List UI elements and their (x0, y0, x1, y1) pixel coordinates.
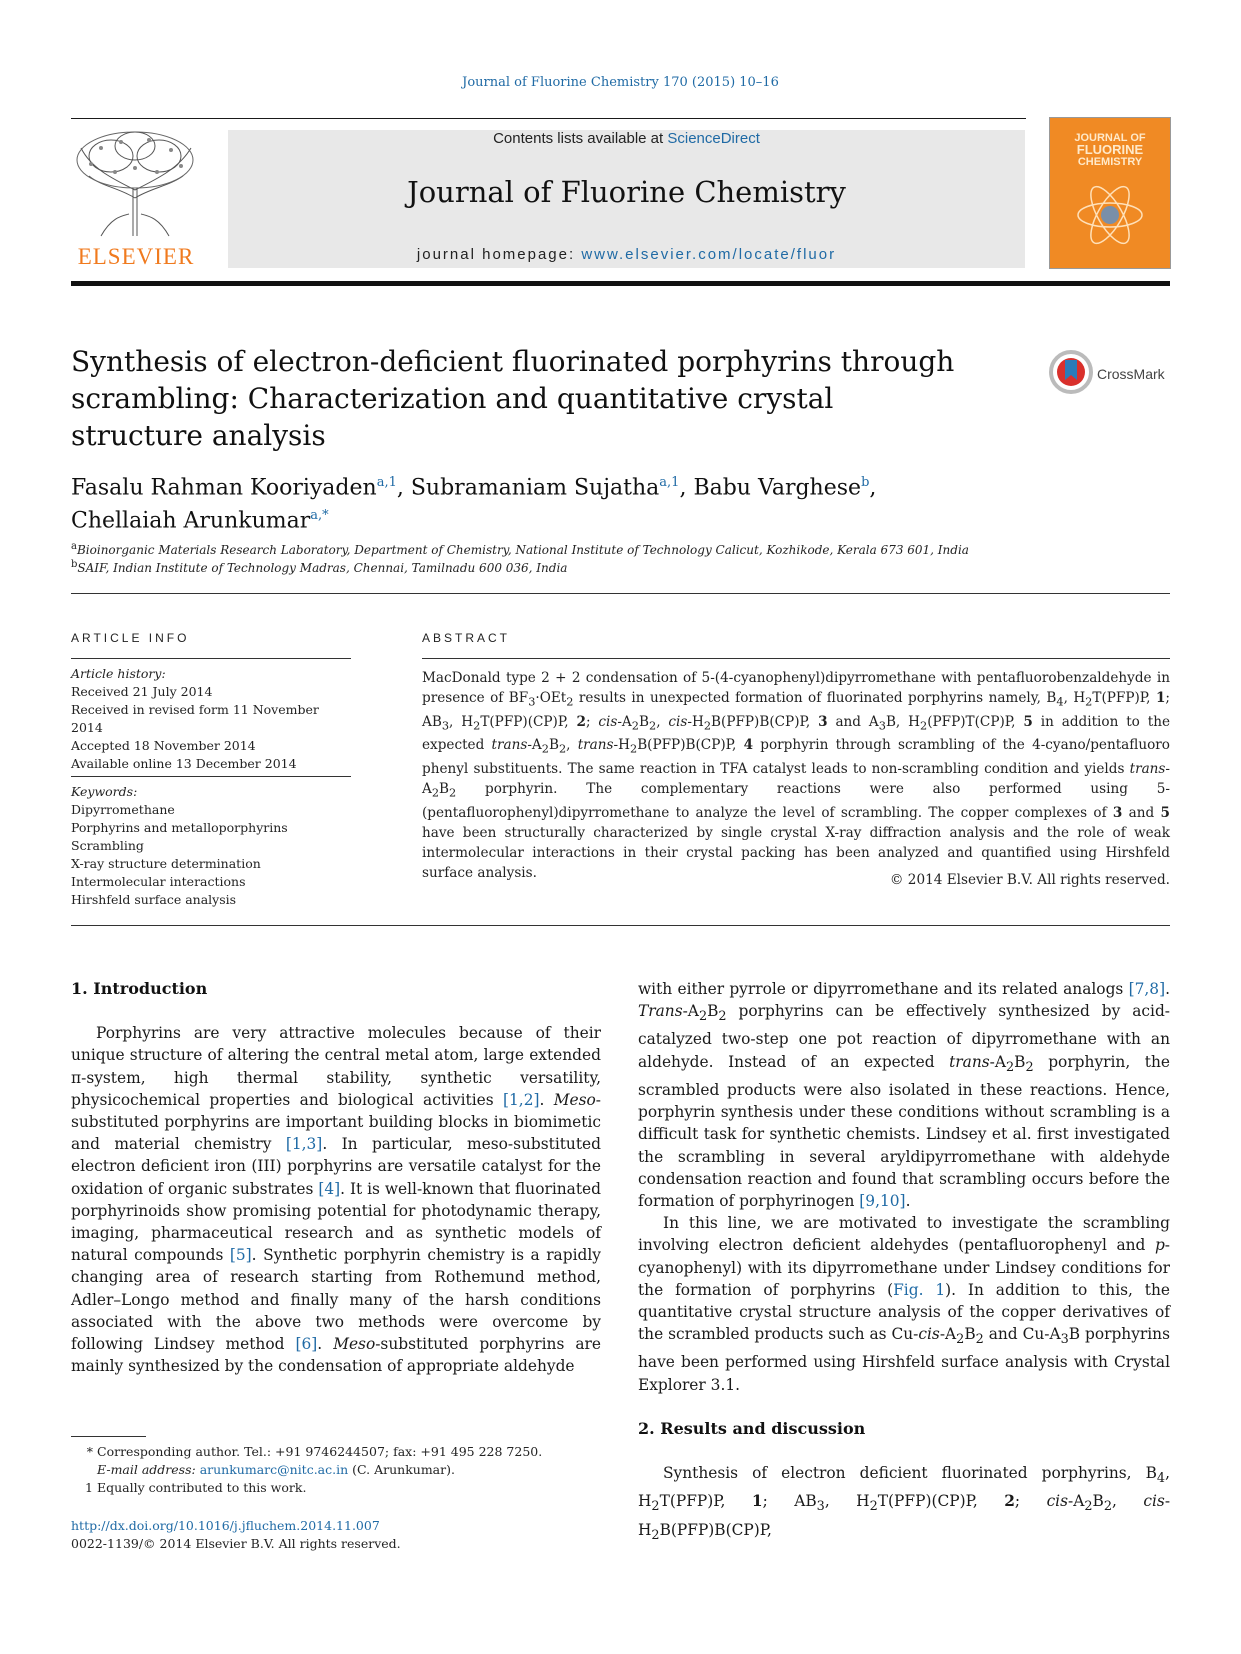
atom-icon (1070, 180, 1150, 250)
right-column (638, 978, 1170, 1547)
history-item: Received in revised form 11 November 2014 (71, 702, 319, 735)
author-affiliation-mark[interactable]: a,1 (659, 475, 680, 490)
figure-link[interactable]: Fig. 1 (893, 1280, 946, 1299)
author-name: Subramaniam Sujatha (410, 475, 660, 501)
journal-title: Journal of Fluorine Chemistry (407, 175, 846, 209)
section-heading-results: 2. Results and discussion (638, 1418, 866, 1438)
author-name: Fasalu Rahman Kooriyaden (71, 475, 377, 501)
citation-link[interactable]: [1,3] (285, 1135, 323, 1154)
left-column (71, 978, 601, 1377)
article-title: Synthesis of electron-deficient fluorinated porphyrins through scrambling: Characterization and quantitative crystal structure analysis (71, 345, 955, 452)
contents-prefix: Contents lists available at (493, 130, 668, 147)
divider (422, 658, 1170, 659)
cover-title-line-2: FLUORINE (1076, 142, 1144, 157)
abstract-text: MacDonald type 2 + 2 condensation of 5-(4-cyanophenyl)dipyrromethane with pentafluorobenzaldehyde in presence of $BF_3\cdot OEt_2$ results in unexpected formation of fluorinated porphyrins namely, $B_4$, $H_2T(PFP)P$, 1; $AB_3$, $H_2T(PFP)(CP)P$, 2; cis-$A_2B_2$, cis-$H_2B(PFP)B(CP)P$, 3 and $A_3B$, $H_2(PFP)T(CP)P$, 5 in addition to the expected trans-$A_2B_2$, trans-$H_2B(PFP)B(CP)P$, 4 porphyrin through scrambling of the 4-cyano/pentafluoro phenyl substituents. The same reaction in TFA catalyst leads to non-scrambling condition and yields trans-$A_2B_2$ porphyrin. The complementary reactions were also performed using 5-(pentafluorophenyl)dipyrromethane to analyze the level of scrambling. The copper complexes of 3 and 5 have been structurally characterized by single crystal X-ray diffraction analysis and the role of weak intermolecular interactions in their crystal packing has been analyzed and quantified using Hirshfeld surface analysis. (422, 670, 1170, 881)
citation-link[interactable]: [9,10] (859, 1191, 906, 1210)
cover-title-line-3: CHEMISTRY (1077, 156, 1143, 168)
header-thick-rule (71, 281, 1170, 286)
crossmark-label: CrossMark (1097, 366, 1165, 382)
footnote-text: Equally contributed to this work. (97, 1480, 307, 1495)
journal-reference[interactable]: Journal of Fluorine Chemistry 170 (2015) 10–16 (462, 75, 779, 90)
author-affiliation-mark[interactable]: a,1 (376, 475, 397, 490)
homepage-link[interactable]: www.elsevier.com/locate/fluor (581, 246, 837, 263)
publisher-name: ELSEVIER (77, 244, 195, 269)
footnote-email (71, 1461, 611, 1479)
affiliation-mark: a (71, 541, 77, 552)
footnotes (71, 1443, 611, 1497)
keyword: X-ray structure determination (71, 856, 261, 871)
keywords-heading: Keywords: (71, 784, 138, 799)
article-info-heading: ARTICLE INFO (71, 631, 190, 645)
email-suffix: (C. Arunkumar). (348, 1462, 455, 1477)
footnote-equal: 1 Equally contributed to this work. (85, 1480, 307, 1495)
cover-title-line-1: JOURNAL OF (1074, 132, 1146, 144)
elsevier-logo (71, 128, 201, 270)
footnote-text: Corresponding author. Tel.: +91 9746244507; fax: +91 495 228 7250. (97, 1444, 543, 1459)
divider (71, 593, 1170, 594)
header-rule (71, 118, 1026, 119)
article-history (71, 665, 351, 773)
paragraph: Synthesis of electron deficient fluorinated porphyrins, $B_4$, $H_2T(PFP)P$, 1; $AB_3$, $H_2T(PFP)(CP)P$, 2; cis-$A_2B_2$, cis-$H_2B(PFP)B(CP)P$, (638, 1464, 1171, 1543)
citation-link[interactable]: [7,8] (1128, 980, 1166, 998)
divider (71, 658, 351, 659)
crossmark-badge[interactable] (1049, 350, 1174, 400)
footnote-corresponding: * Corresponding author. Tel.: +91 9746244507; fax: +91 495 228 7250. (86, 1444, 543, 1459)
abstract-copyright: © 2014 Elsevier B.V. All rights reserved. (889, 872, 1170, 888)
elsevier-tree-icon (71, 128, 201, 238)
paragraph: Porphyrins are very attractive molecules because of their unique structure of altering the central metal atom, large extended π-system, high thermal stability, synthetic versatility, physicochemical properties and biological activities [1,2]. Meso-substituted porphyrins are important building blocks in biomimetic and material chemistry [1,3]. In particular, meso-substituted electron deficient iron (III) porphyrins are versatile catalyst for the oxidation of organic substrates [4]. It is well-known that fluorinated porphyrinoids show promising potential for photodynamic therapy, imaging, pharmaceutical research and as synthetic models of natural compounds [5]. Synthetic porphyrin chemistry is a rapidly changing area of research starting from Rothemund method, Adler–Longo method and finally many of the harsh conditions associated with the above two methods were overcome by following Lindsey method [6]. Meso-substituted porphyrins are mainly synthesized by the condensation of appropriate aldehyde (71, 1024, 601, 1376)
citation-link[interactable]: [6] (295, 1335, 318, 1354)
journal-cover[interactable] (1049, 117, 1171, 269)
keyword: Scrambling (71, 838, 144, 853)
divider (71, 776, 351, 777)
issn-line: 0022-1139/© 2014 Elsevier B.V. All rights reserved. (71, 1536, 401, 1551)
keyword: Dipyrromethane (71, 802, 175, 817)
doi-block (71, 1517, 401, 1553)
section-heading-introduction: 1. Introduction (71, 979, 208, 998)
citation-link[interactable]: [1,2] (503, 1090, 540, 1109)
affiliation (71, 541, 969, 557)
cover-title (1050, 132, 1170, 168)
sciencedirect-link[interactable]: ScienceDirect (667, 130, 760, 147)
divider (71, 925, 1170, 926)
paragraph: In this line, we are motivated to investigate the scrambling involving electron deficient aldehydes (pentafluorophenyl and p-cyanophenyl) with its dipyrromethane under Lindsey conditions for the formation of porphyrins (Fig. 1). In addition to this, the quantitative crystal structure analysis of the copper derivatives of the scrambled products such as $Cu-cis-A_2B_2$ and $Cu-A_3B$ porphyrins have been performed using Hirshfeld surface analysis with Crystal Explorer 3.1. (638, 1214, 1171, 1394)
affiliation-text: SAIF, Indian Institute of Technology Madras, Chennai, Tamilnadu 600 036, India (77, 561, 568, 575)
contents-line (228, 130, 1025, 147)
affiliation (71, 559, 567, 575)
author-list: Fasalu Rahman Kooriyaden$^{a,1}$, Subramaniam Sujatha$^{a,1}$, Babu Varghese$^b$, Chellaiah Arunkumar$^{a,*}$ (71, 475, 877, 534)
affiliation-mark: b (71, 559, 78, 570)
paragraph: with either pyrrole or dipyrromethane and its related analogs [7,8]. Trans-$A_2B_2$ porphyrins can be effectively synthesized by acid-catalyzed two-step one pot reaction of dipyrromethane with an aldehyde. Instead of an expected trans-$A_2B_2$ porphyrin, the scrambled products were also isolated in these reactions. Hence, porphyrin synthesis under these conditions without scrambling is a difficult task for synthetic chemists. Lindsey et al. first investigated the scrambling in several aryldipyrromethane with aldehyde condensation reaction and found that scrambling occurs before the formation of porphyrinogen [9,10]. (638, 980, 1170, 1210)
doi-link[interactable]: http://dx.doi.org/10.1016/j.jfluchem.2014.11.007 (71, 1518, 380, 1533)
homepage-line (228, 246, 1025, 263)
author-name: Chellaiah Arunkumar (71, 508, 311, 534)
crossmark-icon (1049, 350, 1093, 394)
abstract-heading: ABSTRACT (422, 631, 511, 645)
keyword: Intermolecular interactions (71, 874, 246, 889)
history-heading: Article history: (71, 666, 166, 681)
email-link[interactable]: arunkumarc@nitc.ac.in (199, 1462, 349, 1477)
author-affiliation-mark[interactable]: a,* (310, 508, 329, 524)
citation-link[interactable]: [4] (318, 1179, 341, 1198)
keywords (71, 783, 351, 909)
history-item: Accepted 18 November 2014 (71, 738, 256, 753)
citation-link[interactable]: [5] (229, 1246, 252, 1265)
keyword: Hirshfeld surface analysis (71, 892, 237, 907)
author-affiliation-mark[interactable]: b (861, 475, 870, 490)
history-item: Received 21 July 2014 (71, 684, 213, 699)
keyword: Porphyrins and metalloporphyrins (71, 820, 288, 835)
journal-header (228, 130, 1025, 268)
author-name: Babu Varghese (693, 475, 862, 501)
footnote-rule (71, 1436, 146, 1437)
history-item: Available online 13 December 2014 (71, 756, 297, 771)
affiliation-text: Bioinorganic Materials Research Laboratory, Department of Chemistry, National Institute of Technology Calicut, Kozhikode, Kerala 673 601, India (76, 543, 969, 557)
email-label: E-mail address: (97, 1462, 200, 1477)
homepage-prefix: journal homepage: (416, 246, 582, 263)
